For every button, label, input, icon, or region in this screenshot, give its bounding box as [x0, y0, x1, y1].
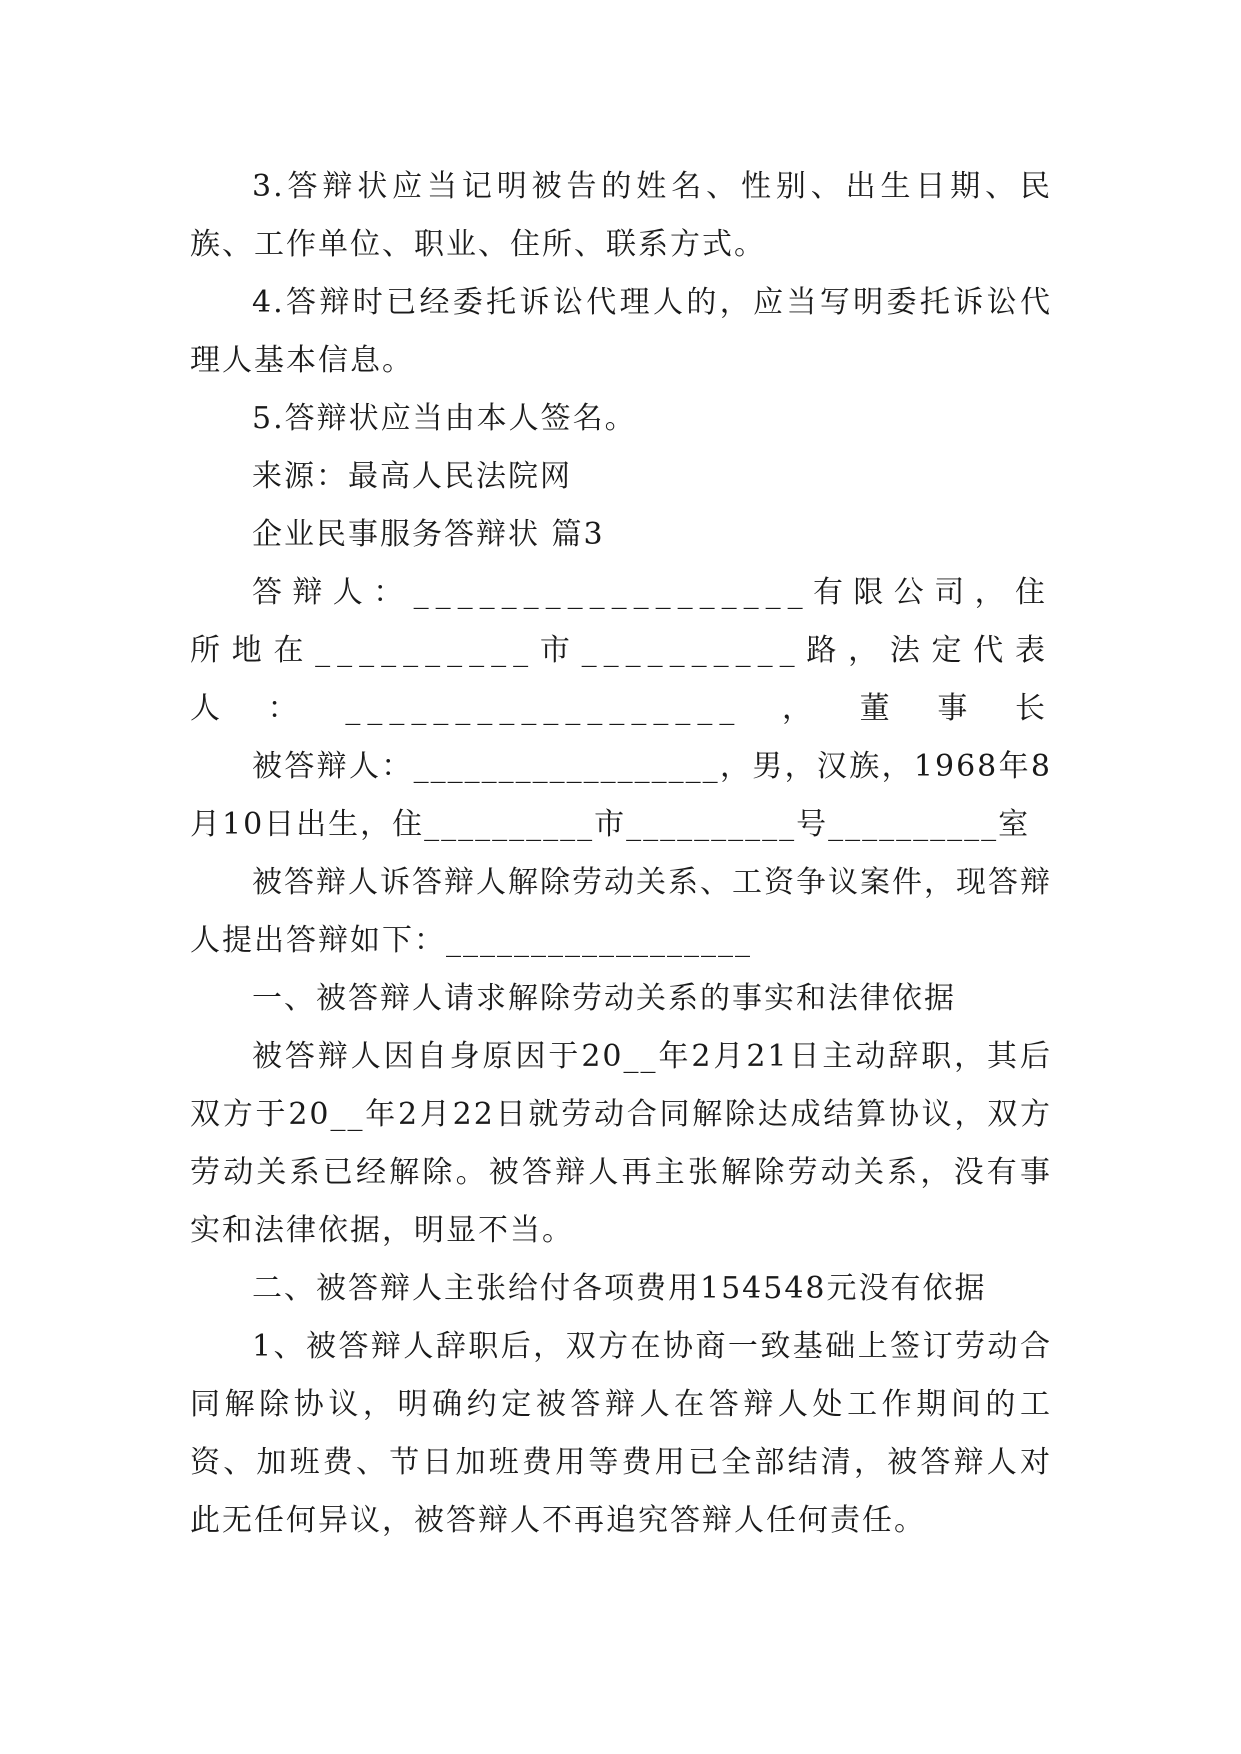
case-intro-paragraph: 被答辩人诉答辩人解除劳动关系、工资争议案件，现答辩人提出答辩如下：__________________ — [190, 865, 1052, 958]
point-one-heading: 一、被答辩人请求解除劳动关系的事实和法律依据 — [252, 981, 956, 1016]
paragraph-item-3: 3.答辩状应当记明被告的姓名、性别、出生日期、民族、工作单位、职业、住所、联系方式。 — [190, 169, 1052, 262]
point-two-heading: 二、被答辩人主张给付各项费用154548元没有依据 — [252, 1271, 987, 1306]
paragraph-item-5: 5.答辩状应当由本人签名。 — [252, 401, 637, 436]
section-heading: 企业民事服务答辩状 篇3 — [252, 517, 605, 552]
point-two-item-1: 1、被答辩人辞职后，双方在协商一致基础上签订劳动合同解除协议，明确约定被答辩人在答辩人处工作期间的工资、加班费、节日加班费用等费用已全部结清，被答辩人对此无任何异议，被答辩人不再追究答辩人任何责任。 — [190, 1329, 1052, 1538]
source-line: 来源：最高人民法院网 — [252, 459, 572, 494]
document-page — [190, 158, 1052, 1550]
point-one-body: 被答辩人因自身原因于20__年2月21日主动辞职，其后双方于20__年2月22日就劳动合同解除达成结算协议，双方劳动关系已经解除。被答辩人再主张解除劳动关系，没有事实和法律依据，明显不当。 — [190, 1039, 1052, 1248]
claimant-paragraph: 被答辩人：__________________，男，汉族，1968年8月10日出生，住__________市__________号__________室 — [190, 749, 1052, 842]
respondent-paragraph: 答辩人：__________________有限公司，住所地在__________市__________路，法定代表人：__________________，董事长 — [190, 575, 1052, 726]
paragraph-item-4: 4.答辩时已经委托诉讼代理人的，应当写明委托诉讼代理人基本信息。 — [190, 285, 1052, 378]
